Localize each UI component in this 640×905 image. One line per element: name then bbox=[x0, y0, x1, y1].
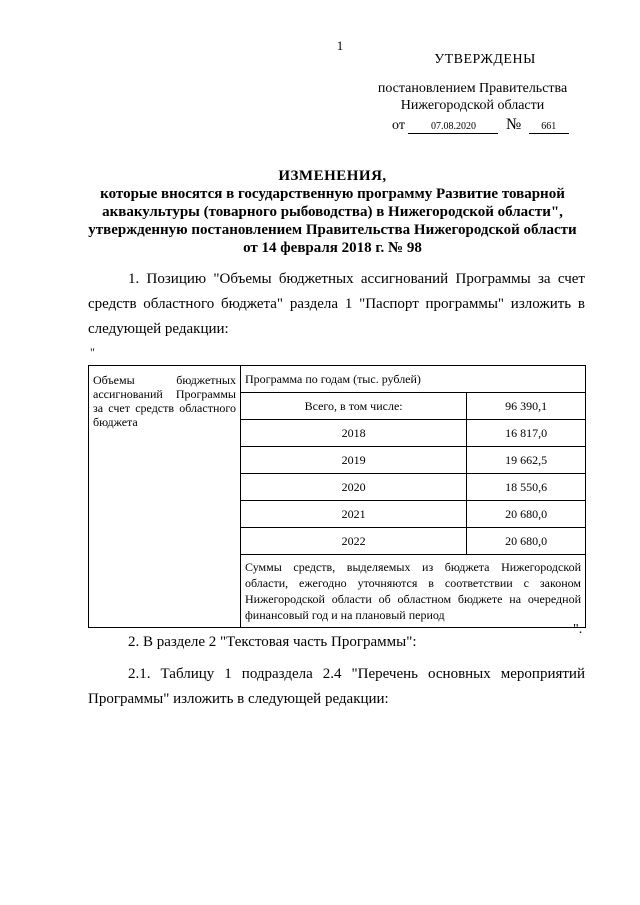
value-cell: 19 662,5 bbox=[467, 447, 586, 474]
year-cell: 2022 bbox=[241, 528, 467, 555]
from-label: от bbox=[392, 118, 405, 133]
table-row bbox=[89, 366, 586, 393]
value-cell: 20 680,0 bbox=[467, 528, 586, 555]
page-number: 1 bbox=[336, 38, 344, 53]
document-title bbox=[80, 167, 585, 257]
paragraph-3: 2.1. Таблицу 1 подраздела 2.4 "Перечень основных мероприятий Программы" изложить в следующей редакции: bbox=[88, 666, 585, 707]
paragraph-2: 2. В разделе 2 "Текстовая часть Программы": bbox=[128, 634, 417, 650]
year-cell: 2019 bbox=[241, 447, 467, 474]
table-header: Программа по годам (тыс. рублей) bbox=[241, 366, 586, 393]
value-cell: 96 390,1 bbox=[467, 393, 586, 420]
approval-number: 661 bbox=[529, 121, 569, 134]
quote-open: " bbox=[90, 345, 95, 359]
title-heading: ИЗМЕНЕНИЯ, bbox=[278, 168, 387, 184]
approval-line-1: постановлением Правительства bbox=[377, 81, 568, 96]
quote-close: ". bbox=[573, 622, 583, 637]
year-cell: 2021 bbox=[241, 501, 467, 528]
year-cell: 2018 bbox=[241, 420, 467, 447]
value-cell: 16 817,0 bbox=[467, 420, 586, 447]
approval-date-line bbox=[392, 116, 569, 134]
budget-label-cell: Объемы бюджетных ассигнований Программы за счет средств областного бюджета bbox=[89, 366, 241, 628]
approval-line-2: Нижегородской области bbox=[400, 98, 545, 113]
budget-table bbox=[88, 365, 586, 628]
approval-date: 07.08.2020 bbox=[408, 121, 498, 134]
year-cell: 2020 bbox=[241, 474, 467, 501]
title-subheading: которые вносятся в государственную программу Развитие товарной аквакультуры (товарного рыбоводства) в Нижегородской области", утвержденную постановлением Правительства Нижегородской области от 14 февраля 2018 г. № 98 bbox=[88, 186, 577, 256]
paragraph-1: 1. Позицию "Объемы бюджетных ассигнований Программы за счет средств областного бюджета" раздела 1 "Паспорт программы" изложить в следующей редакции: bbox=[88, 271, 585, 337]
approval-heading: УТВЕРЖДЕНЫ bbox=[434, 52, 536, 67]
table-note: Суммы средств, выделяемых из бюджета Нижегородской области, ежегодно уточняются в соответствии с законом Нижегородской области об областном бюджете на очередной финансовый год и на плановый период bbox=[241, 555, 586, 628]
number-sign: № bbox=[505, 116, 522, 133]
value-cell: 18 550,6 bbox=[467, 474, 586, 501]
value-cell: 20 680,0 bbox=[467, 501, 586, 528]
approval-decree bbox=[360, 80, 585, 114]
year-cell: Всего, в том числе: bbox=[241, 393, 467, 420]
